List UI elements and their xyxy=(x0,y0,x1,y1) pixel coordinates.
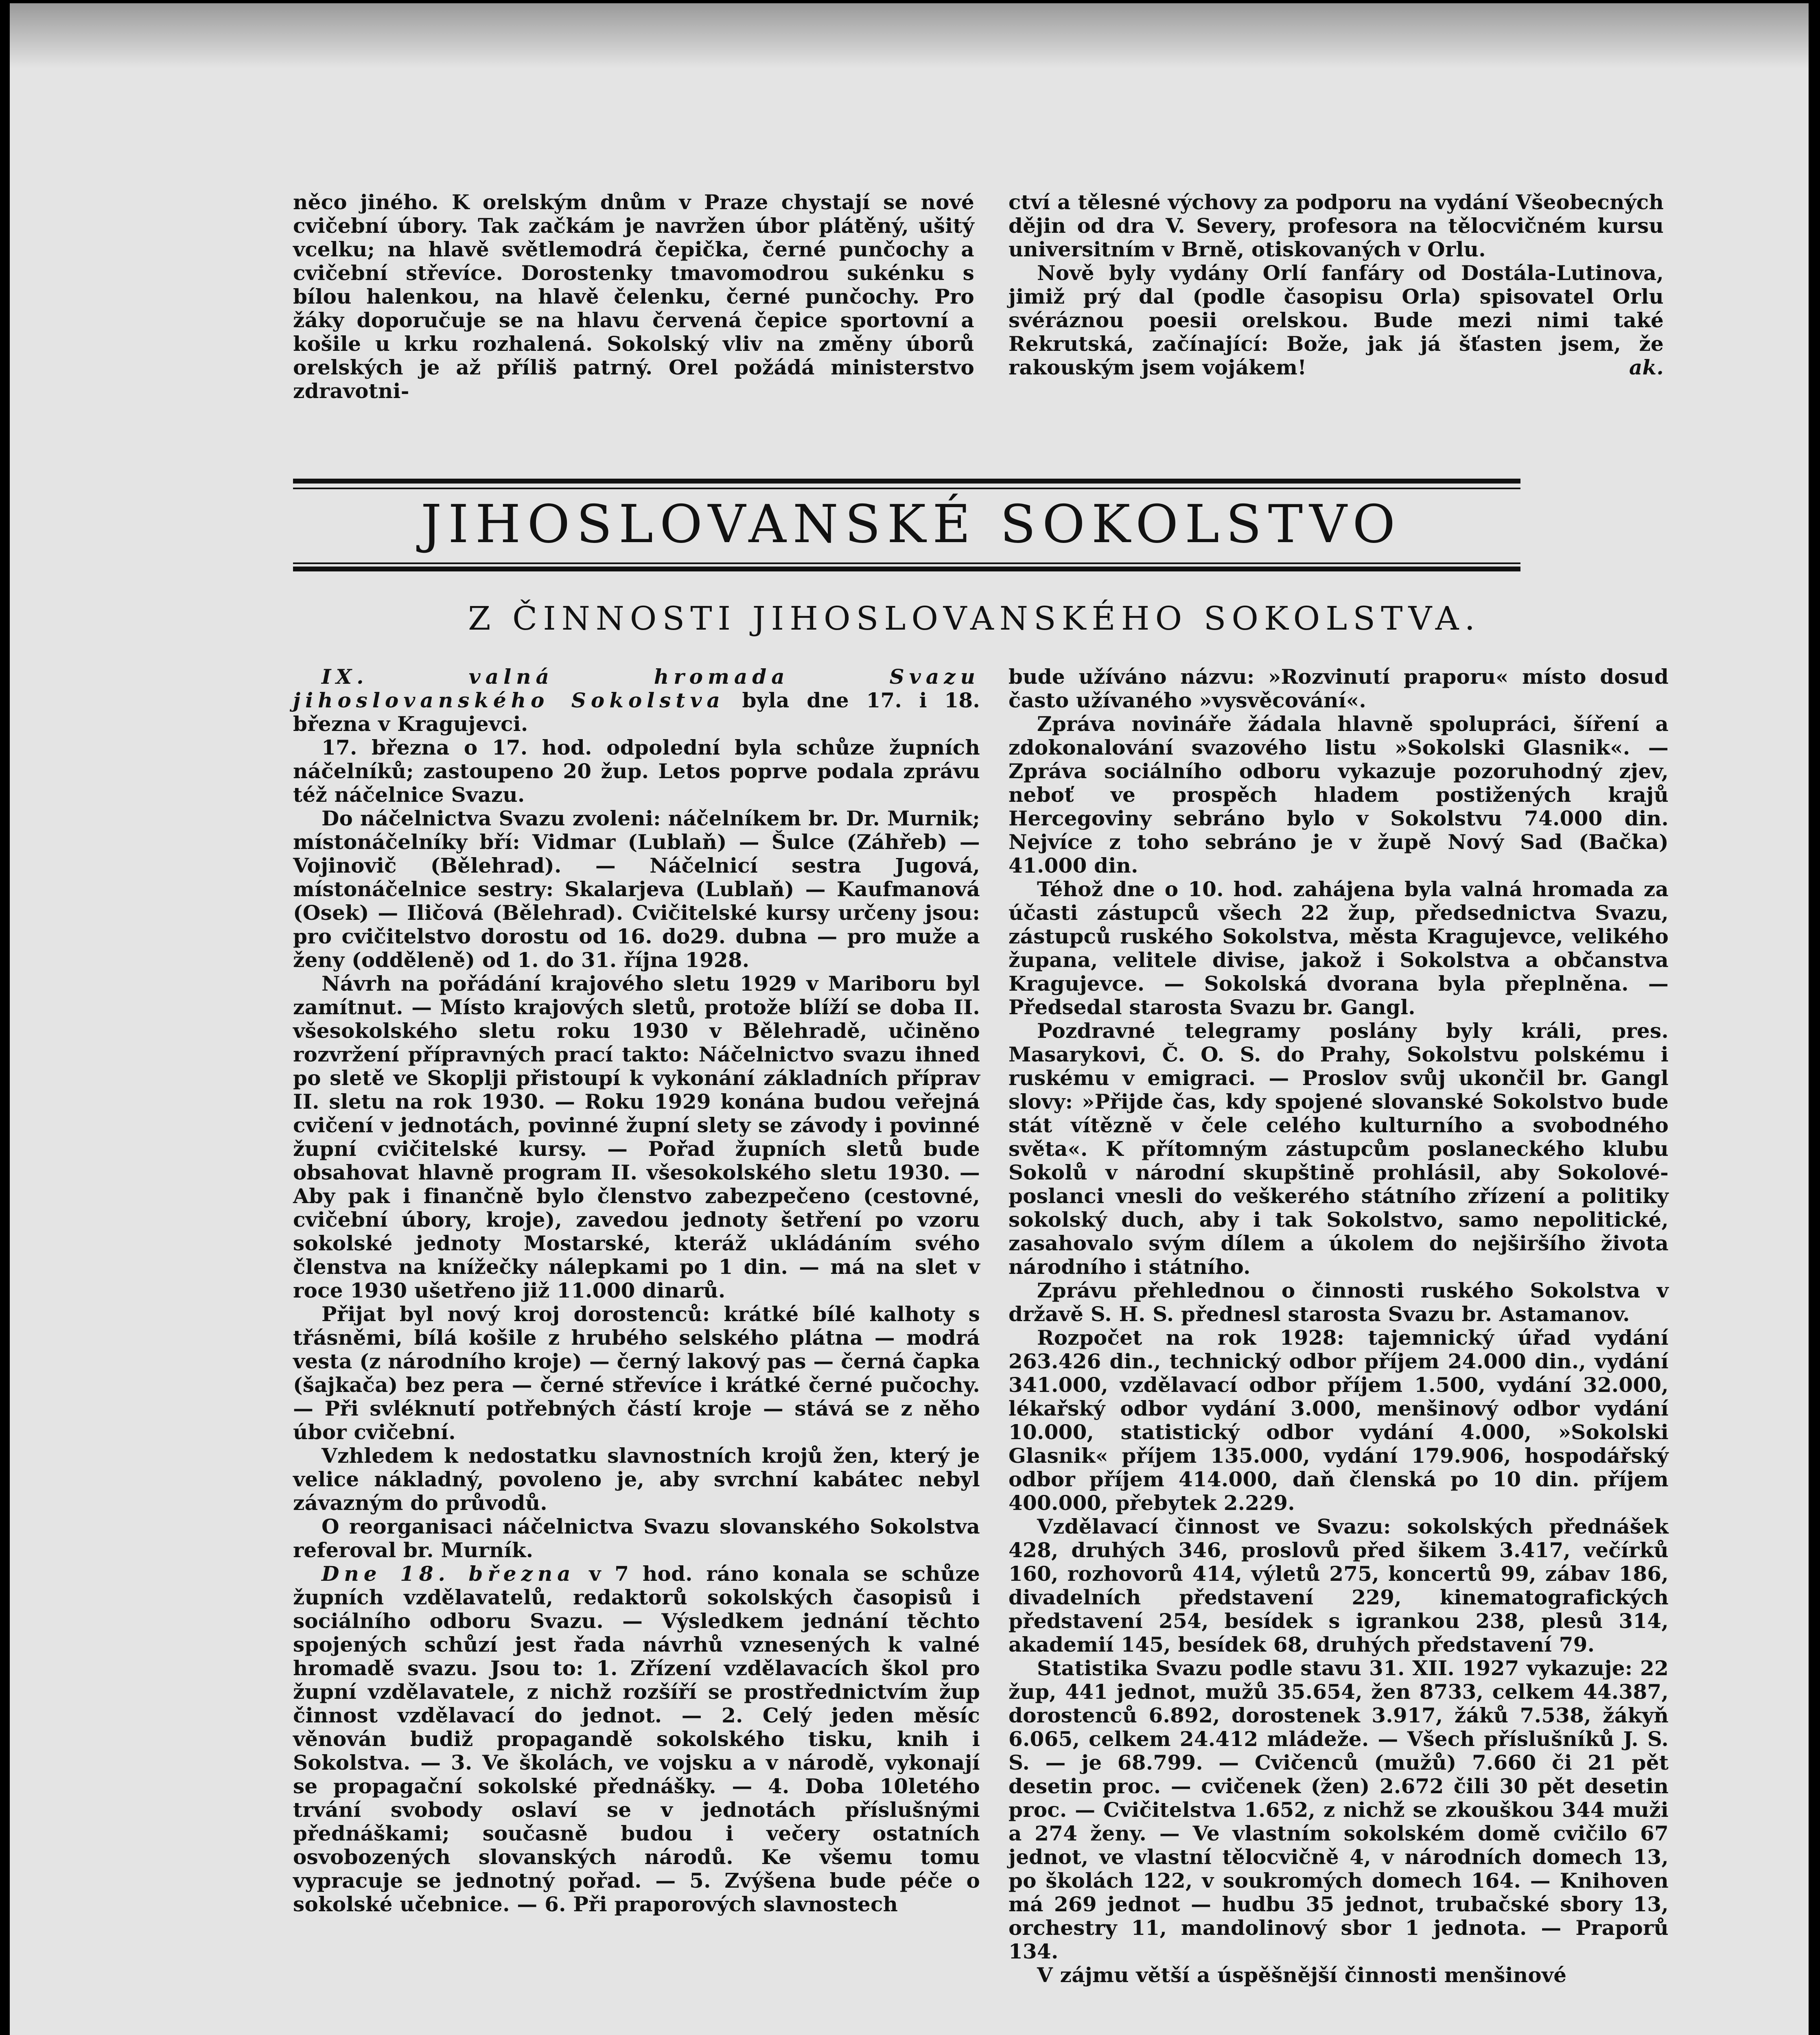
paragraph: 17. března o 17. hod. odpolední byla schůze župních náčelníků; zastoupeno 20 žup. Letos poprve podala zprávu též náčelnice Svazu. xyxy=(293,735,980,807)
paragraph: ctví a tělesné výchovy za podporu na vydání Všeobecných dějin od dra V. Severy, profesora na tělocvičném kursu universitním v Brně, otiskovaných v Orlu. xyxy=(1008,190,1664,261)
paragraph: Rozpočet na rok 1928: tajemnický úřad vydání 263.426 din., technický odbor příjem 24.000 din., vydání 341.000, vzdělavací odbor příjem 1.500, vydání 32.000, lékařský odbor vydání 3.000, menšinový odbor vydání 10.000, statistický odbor vydání 4.000, »Sokolski Glasnik« příjem 135.000, vydání 179.906, hospodářský odbor příjem 414.000, daň členská po 10 din. příjem 400.000, přebytek 2.229. xyxy=(1008,1326,1669,1515)
paragraph-text: v 7 hod. ráno konala se schůze župních vzdělavatelů, redaktorů sokolských časopisů i sociálního odboru Svazu. — Výsledkem jednání těchto spojených schůzí jest řada návrhů vznesených k valné hromadě svazu. Jsou to: 1. Zřízení vzdělavacích škol pro župní vzdělavatele, z nichž rozšíří se prostřednictvím žup činnost vzdělavací do jednot. — 2. Celý jeden měsíc věnován budiž propagandě sokolského tisku, knih i Sokolstva. — 3. Ve školách, ve vojsku a v národě, vykonají se propagační sokolské přednášky. — 4. Doba 10letého trvání svobody oslaví se v jednotách příslušnými přednáškami; současně budou i večery ostatních osvobozených slovanských národů. Ke všemu tomu vypracuje se jednotný pořad. — 5. Zvýšena bude péče o sokolské učebnice. — 6. Při praporových slavnostech xyxy=(293,1562,980,1916)
paragraph-text: byla dne 17. i 18. března v Kragujevci. xyxy=(293,688,980,736)
paragraph: Pozdravné telegramy poslány byly králi, pres. Masarykovi, Č. O. S. do Prahy, Sokolstvu polskému i ruskému v emigraci. — Proslov svůj ukončil br. Gangl slovy: »Přijde čas, kdy spojené slovanské Sokolstvo bude stát vítězně v čele celého kulturního a svobodného světa«. K přítomným zástupcům poslaneckého klubu Sokolů v národní skupštině prohlásil, aby Sokolové-poslanci vnesli do veškerého státního zřízení a politiky sokolský duch, aby i tak Sokolstvo, samo nepolitické, zasahovalo svým dílem a úkolem do nejširšího života národního i státního. xyxy=(1008,1019,1669,1279)
paragraph: O reorganisaci náčelnictva Svazu slovanského Sokolstva referoval br. Murník. xyxy=(293,1514,980,1562)
paragraph-text: Nově byly vydány Orlí fanfáry od Dostála-Lutinova, jimiž prý dal (podle časopisu Orla) spisovatel Orlu svéráznou poesii orelskou. Bude mezi nimi také Rekrutská, začínající: Bože, jak já šťasten jsem, že rakouským jsem vojákem! xyxy=(1008,261,1664,379)
paragraph: Přijat byl nový kroj dorostenců: krátké bílé kalhoty s třásněmi, bílá košile z hrubého selského plátna — modrá vesta (z národního kroje) — černý lakový pas — černá čapka (šajkača) bez pera — černé střevíce i krátké černé pučochy. — Při svléknutí potřebných částí kroje — stává se z něho úbor cvičební. xyxy=(293,1302,980,1444)
paragraph: Vzdělavací činnost ve Svazu: sokolských přednášek 428, druhých 346, proslovů před šikem 3.417, večírků 160, rozhovorů 414, výletů 275, koncertů 99, zábav 186, divadelních představení 229, kinematografických představení 254, besídek s igrankou 238, plesů 314, akademií 145, besídek 68, druhých představení 79. xyxy=(1008,1514,1669,1656)
top-right-column xyxy=(1008,190,1664,379)
paragraph xyxy=(293,665,980,736)
paragraph: Vzhledem k nedostatku slavnostních krojů žen, který je velice nákladný, povoleno je, aby svrchní kabátec nebyl závazným do průvodů. xyxy=(293,1444,980,1515)
paragraph: Do náčelnictva Svazu zvoleni: náčelníkem br. Dr. Murnik; místonáčelníky bří: Vidmar (Lublaň) — Šulce (Záhřeb) — Vojinovič (Bělehrad). — Náčelnicí sestra Jugová, místonáčelnice sestry: Skalarjeva (Lublaň) — Kaufmanová (Osek) — Iličová (Bělehrad). Cvičitelské kursy určeny jsou: pro cvičitelstvo dorostu od 16. do29. dubna — pro muže a ženy (odděleně) od 1. do 31. října 1928. xyxy=(293,806,980,972)
paragraph: Zpráva novináře žádala hlavně spolupráci, šíření a zdokonalování svazového listu »Sokolski Glasnik«. — Zpráva sociálního odboru vykazuje pozoruhodný zjev, neboť ve prospěch hladem postižených krajů Hercegoviny sebráno bylo v Sokolstvu 74.000 din. Nejvíce z toho sebráno je v župě Nový Sad (Bačka) 41.000 din. xyxy=(1008,712,1669,877)
section-title: JIHOSLOVANSKÉ SOKOLSTVO xyxy=(420,494,1402,555)
paragraph: Téhož dne o 10. hod. zahájena byla valná hromada za účasti zástupců všech 22 žup, předsednictva Svazu, zástupců ruského Sokolstva, města Kragujevce, velikého župana, velitele divise, jakož i Sokolstva a občanstva Kragujevce. — Sokolská dvorana byla přeplněna. — Předsedal starosta Svazu br. Gangl. xyxy=(1008,877,1669,1019)
paragraph: V zájmu větší a úspěšnější činnosti menšinové xyxy=(1037,1963,1567,1987)
paragraph xyxy=(1008,261,1664,379)
body-right-column xyxy=(1008,665,1669,1987)
paragraph: Zprávu přehlednou o činnosti ruského Sokolstva v državě S. H. S. přednesl starosta Svazu br. Astamanov. xyxy=(1008,1278,1669,1326)
heading-rule-top-thin xyxy=(293,488,1520,489)
author-signature: ak. xyxy=(1629,355,1664,379)
heading-rule-top-thick xyxy=(293,479,1520,484)
heading-rule-bottom-thin xyxy=(293,562,1520,564)
paragraph: bude užíváno názvu: »Rozvinutí praporu« místo dosud často užívaného »vysvěcování«. xyxy=(1008,665,1669,712)
article-subtitle: Z ČINNOSTI JIHOSLOVANSKÉHO SOKOLSTVA. xyxy=(468,600,1481,637)
top-left-column xyxy=(293,190,974,403)
paragraph: něco jiného. K orelským dnům v Praze chystají se nové cvičební úbory. Tak začkám je navržen úbor plátěný, ušitý vcelku; na hlavě světlemodrá čepička, černé punčochy a cvičební střevíce. Dorostenky tmavomodrou sukénku s bílou halenkou, na hlavě čelenku, černé punčochy. Pro žáky doporučuje se na hlavu červená čepice sportovní a košile u krku rozhalená. Sokolský vliv na změny úborů orelských je až příliš patrný. Orel požádá ministerstvo zdravotni- xyxy=(293,190,974,403)
body-left-column xyxy=(293,665,980,1916)
paragraph: Návrh na pořádání krajového sletu 1929 v Mariboru byl zamítnut. — Místo krajových sletů, protože blíží se doba II. všesokolského sletu roku 1930 v Bělehradě, učiněno rozvržení přípravných prací takto: Náčelnictvo svazu ihned po sletě ve Skoplji přistoupí k vykonání základních příprav II. sletu na rok 1930. — Roku 1929 konána budou veřejná cvičení v jednotách, povinné župní slety se závody i povinné župní cvičitelské kursy. — Pořad župních sletů bude obsahovat hlavně program II. všesokolského sletu 1930. — Aby pak i finančně bylo členstvo zabezpečeno (cestovné, cvičební úbory, kroje), zavedou jednoty šetření po vzoru sokolské jednoty Mostarské, kteráž ukládáním svého členstva na knížečky nálepkami po 1 din. — má na slet v roce 1930 ušetřeno již 11.000 dinarů. xyxy=(293,972,980,1302)
paragraph: Statistika Svazu podle stavu 31. XII. 1927 vykazuje: 22 žup, 441 jednot, mužů 35.654, žen 8733, celkem 44.387, dorostenců 6.892, dorostenek 3.917, žáků 7.538, žákyň 6.065, celkem 24.412 mládeže. — Všech příslušníků J. S. S. — je 68.799. — Cvičenců (mužů) 7.660 či 21 pět desetin proc. — cvičenek (žen) 2.672 čili 30 pět desetin proc. — Cvičitelstva 1.652, z nichž se zkouškou 344 muži a 274 ženy. — Ve vlastním sokolském domě cvičilo 67 jednot, ve vlastní tělocvičně 4, v národních domech 13, po školách 122, v soukromých domech 164. — Knihoven má 269 jednot — hudbu 35 jednot, trubačské sbory 13, orchestry 11, mandolinový sbor 1 jednota. — Praporů 134. xyxy=(1008,1656,1669,1963)
paragraph xyxy=(293,1562,980,1916)
document-page xyxy=(10,3,1809,2035)
scan-shadow xyxy=(10,3,1809,68)
lead-emphasis: Dne 18. března xyxy=(322,1562,575,1586)
heading-rule-bottom-thick xyxy=(293,567,1520,571)
lead-emphasis: IX. valná hromada Svazu jihoslovanského Sokolstva xyxy=(293,665,980,712)
